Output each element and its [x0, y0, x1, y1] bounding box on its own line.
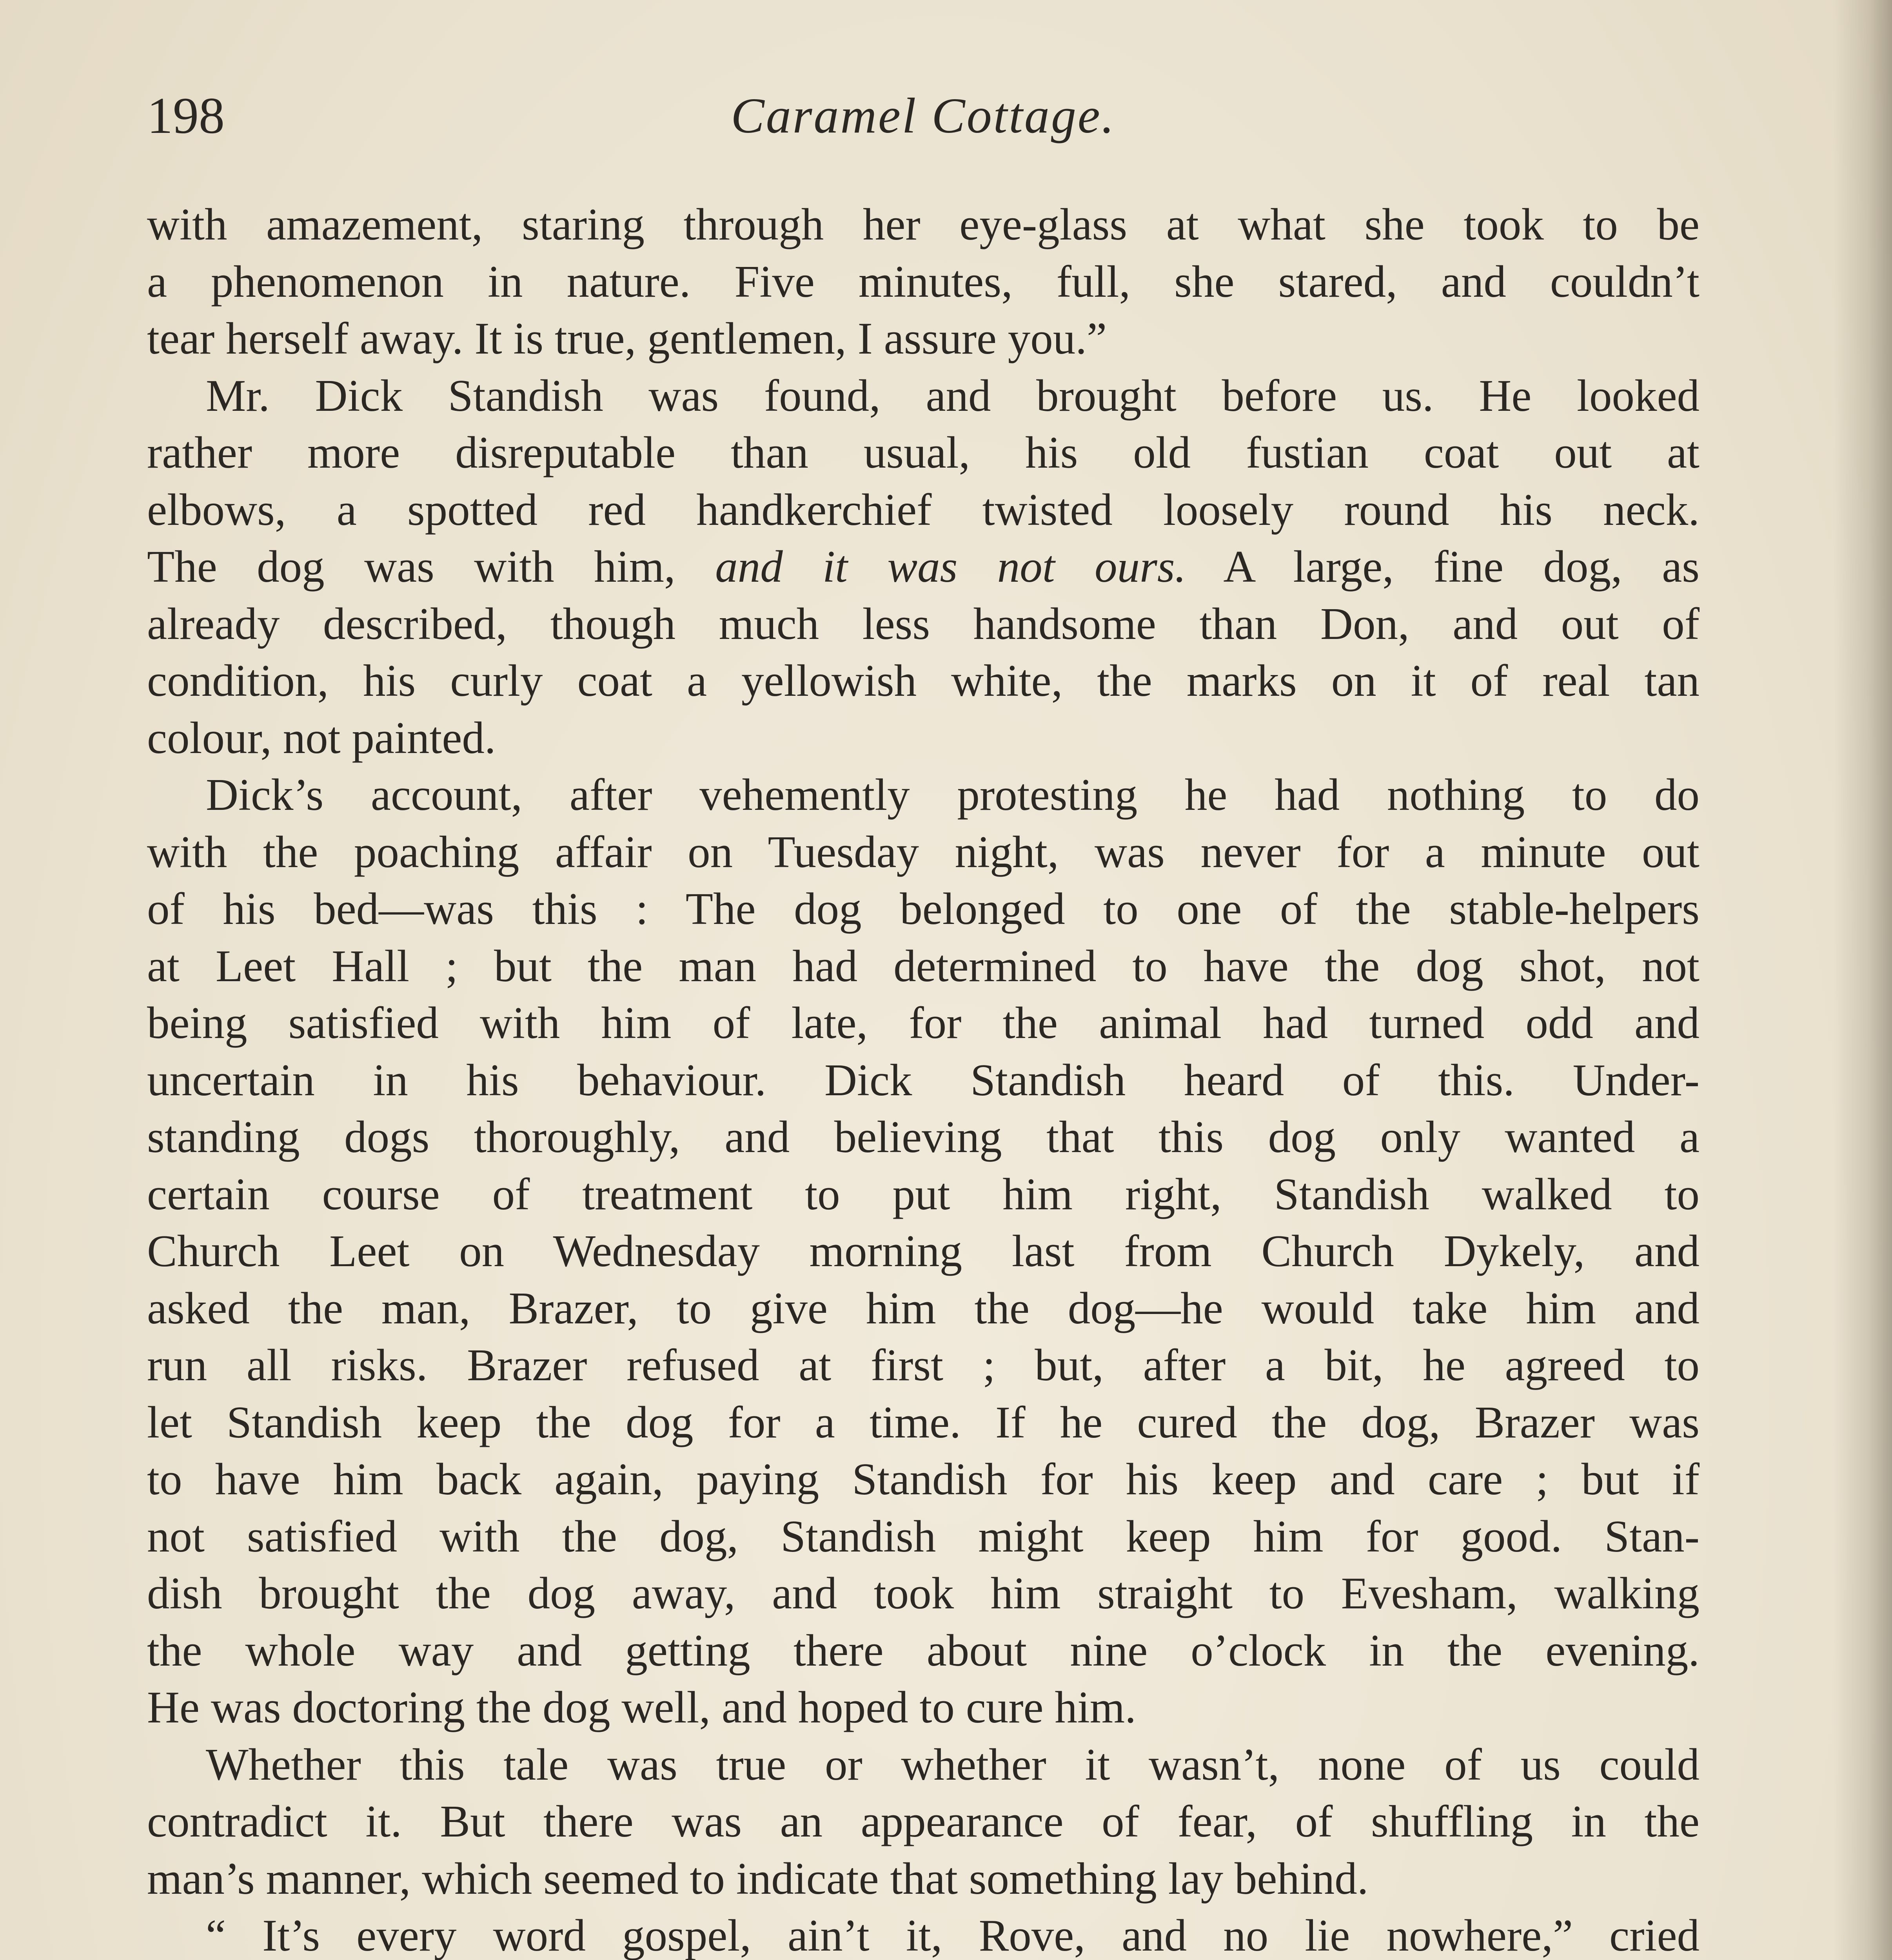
text-line: not satisfied with the dog, Standish might keep him for good. Stan- [147, 1511, 1700, 1561]
binding-shadow [1833, 0, 1892, 1960]
text-line: already described, though much less handsome than Don, and out of [147, 599, 1700, 649]
text-line: Whether this tale was true or whether it wasn’t, none of us could [206, 1739, 1700, 1789]
text-line: uncertain in his behaviour. Dick Standish heard of this. Under- [147, 1055, 1700, 1105]
text-line: He was doctoring the dog well, and hoped to cure him. [147, 1682, 1136, 1732]
running-header [147, 84, 1700, 147]
text-line: “ It’s every word gospel, ain’t it, Rove, and no lie nowhere,” cried [206, 1911, 1700, 1960]
body-text [147, 196, 1700, 1960]
text-line: being satisfied with him of late, for the animal had turned odd and [147, 998, 1700, 1048]
text-line: certain course of treatment to put him right, Standish walked to [147, 1169, 1700, 1219]
text-line: tear herself away. It is true, gentlemen, I assure you.” [147, 314, 1107, 363]
text-line: with the poaching affair on Tuesday night, was never for a minute out [147, 827, 1700, 877]
text-segment: A large, fine dog, as [1186, 542, 1700, 592]
text-line: Mr. Dick Standish was found, and brought before us. He looked [206, 370, 1700, 421]
text-line: contradict it. But there was an appearance of fear, of shuffling in the [147, 1797, 1700, 1846]
running-title: Caramel Cottage. [731, 88, 1116, 143]
text-line: at Leet Hall ; but the man had determined to have the dog shot, not [147, 941, 1700, 991]
text-line: Dick’s account, after vehemently protesting he had nothing to do [206, 770, 1700, 820]
text-line: condition, his curly coat a yellowish white, the marks on it of real tan [147, 656, 1700, 706]
text-line: dish brought the dog away, and took him straight to Evesham, walking [147, 1568, 1700, 1618]
text-line: to have him back again, paying Standish for his keep and care ; but if [147, 1454, 1700, 1504]
text-line: asked the man, Brazer, to give him the dog—he would take him and [147, 1283, 1700, 1333]
text-line: Church Leet on Wednesday morning last from Church Dykely, and [147, 1226, 1700, 1276]
text-line: standing dogs thoroughly, and believing that this dog only wanted a [147, 1112, 1700, 1162]
text-line: with amazement, staring through her eye-glass at what she took to be [147, 200, 1700, 249]
text-segment: The dog was with him, [147, 542, 715, 592]
text-line: elbows, a spotted red handkerchief twisted loosely round his neck. [147, 485, 1700, 535]
text-line: man’s manner, which seemed to indicate that something lay behind. [147, 1853, 1369, 1904]
text-line: a phenomenon in nature. Five minutes, full, she stared, and couldn’t [147, 256, 1700, 307]
text-line: the whole way and getting there about nine o’clock in the evening. [147, 1625, 1700, 1675]
text-line: colour, not painted. [147, 713, 496, 763]
text-line: of his bed—was this : The dog belonged to one of the stable-helpers [147, 884, 1700, 934]
text-line [147, 538, 1700, 595]
page-number: 198 [147, 87, 225, 144]
text-line: let Standish keep the dog for a time. If he cured the dog, Brazer was [147, 1397, 1700, 1447]
italic-phrase: and it was not ours. [715, 542, 1186, 592]
text-line: run all risks. Brazer refused at first ; but, after a bit, he agreed to [147, 1340, 1700, 1390]
text-line: rather more disreputable than usual, his old fustian coat out at [147, 428, 1700, 477]
